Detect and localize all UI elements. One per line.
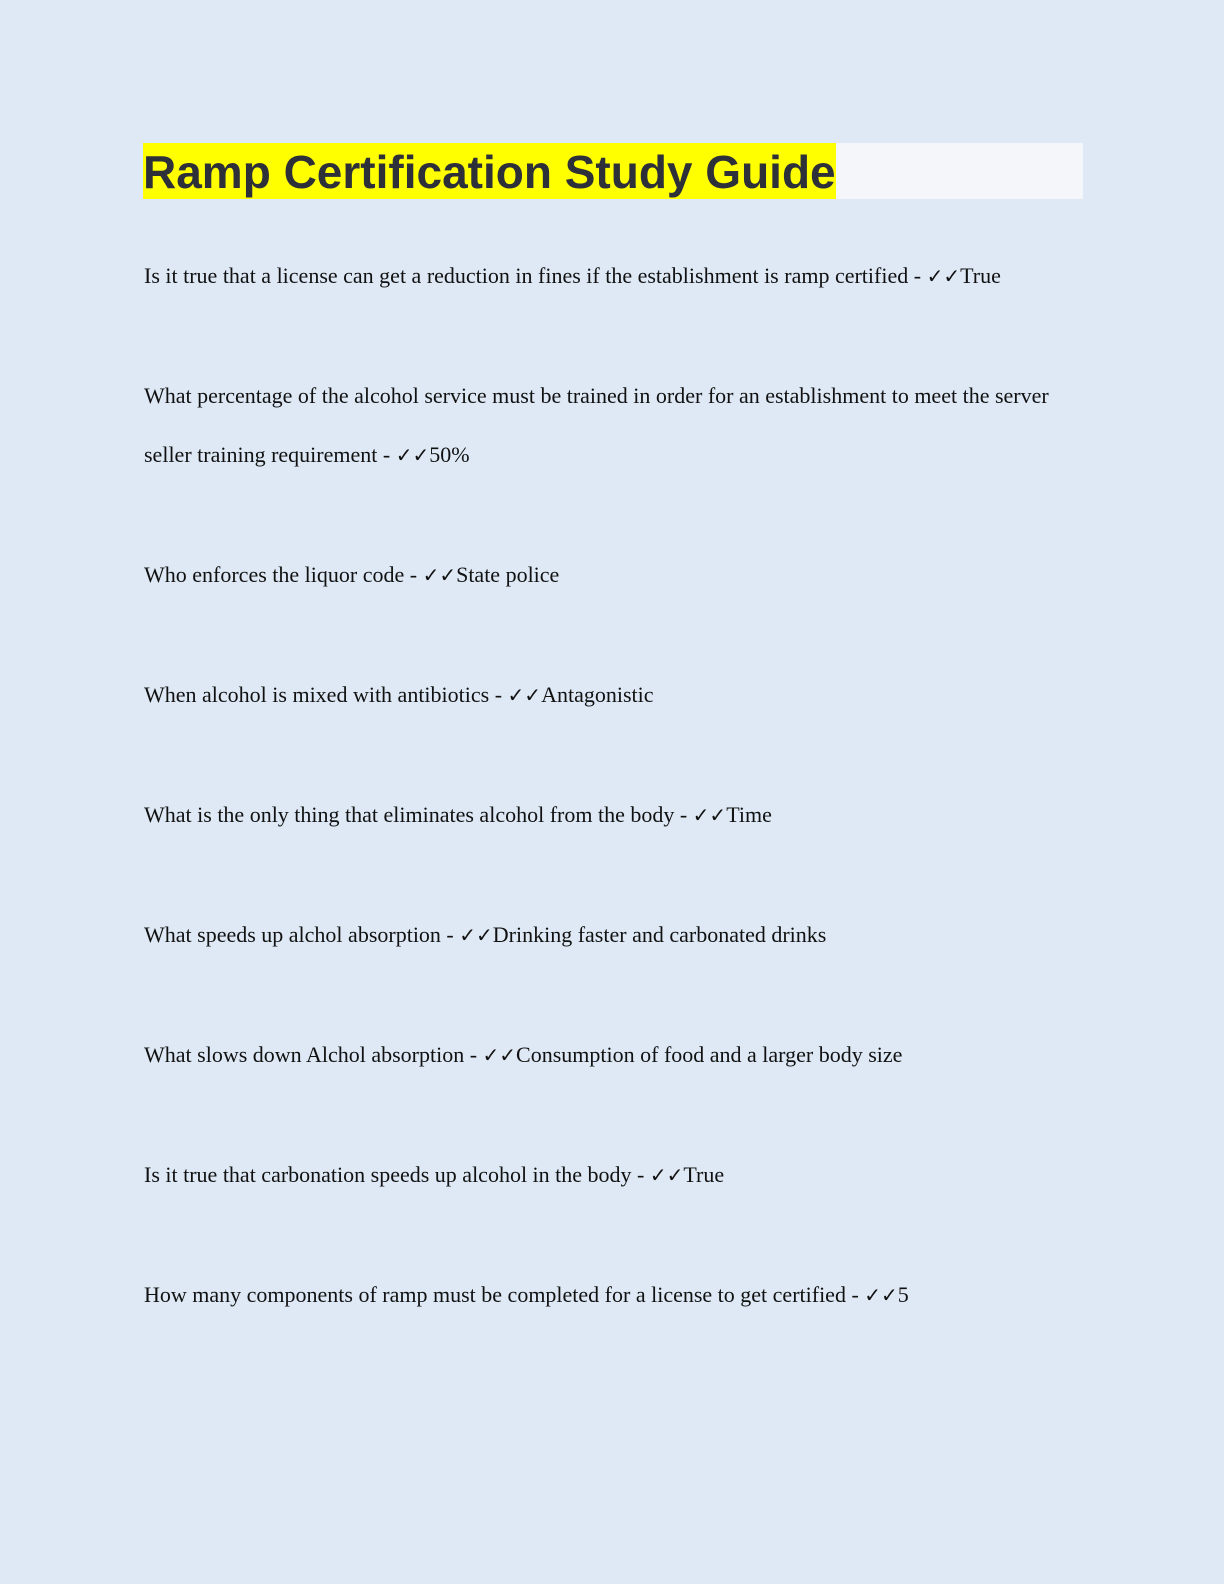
question-text: When alcohol is mixed with antibiotics - [144, 682, 508, 707]
answer-text: 50% [429, 442, 470, 467]
answer-text: True [960, 263, 1001, 288]
qa-item [144, 545, 1084, 605]
qa-item [144, 1025, 1084, 1085]
double-check-icon: ✓✓ [459, 923, 493, 947]
double-check-icon: ✓✓ [482, 1043, 517, 1067]
answer-text: Consumption of food and a larger body size [516, 1042, 903, 1067]
question-text: What speeds up alchol absorption - [144, 922, 460, 947]
answer-text: 5 [897, 1282, 909, 1307]
question-text: Is it true that carbonation speeds up alcohol in the body - [144, 1162, 650, 1187]
qa-list [144, 246, 1084, 1385]
question-text: How many components of ramp must be completed for a license to get certified - [144, 1282, 865, 1307]
question-text: What is the only thing that eliminates alcohol from the body - [144, 802, 693, 827]
qa-item [144, 1265, 1084, 1325]
double-check-icon: ✓✓ [864, 1283, 898, 1307]
question-text: What slows down Alchol absorption - [144, 1042, 483, 1067]
double-check-icon: ✓✓ [507, 683, 542, 707]
answer-text: Drinking faster and carbonated drinks [492, 922, 827, 947]
answer-text: True [683, 1162, 725, 1187]
qa-item [144, 665, 1084, 725]
question-text: Who enforces the liquor code - [144, 562, 423, 587]
double-check-icon: ✓✓ [422, 563, 457, 587]
page-title: Ramp Certification Study Guide [143, 143, 836, 199]
double-check-icon: ✓✓ [649, 1163, 684, 1187]
double-check-icon: ✓✓ [926, 264, 961, 288]
double-check-icon: ✓✓ [395, 443, 430, 467]
qa-item [144, 366, 1084, 485]
answer-text: Time [726, 802, 772, 827]
qa-item [144, 785, 1084, 845]
answer-text: Antagonistic [541, 682, 654, 707]
question-text: What percentage of the alcohol service must be trained in order for an establishment to meet the server seller training requirement - [144, 383, 1049, 467]
qa-item [144, 905, 1084, 965]
qa-item [144, 1145, 1084, 1205]
question-text: Is it true that a license can get a reduction in fines if the establishment is ramp certified - [144, 263, 927, 288]
double-check-icon: ✓✓ [692, 803, 727, 827]
qa-item [144, 246, 1084, 306]
answer-text: State police [456, 562, 560, 587]
